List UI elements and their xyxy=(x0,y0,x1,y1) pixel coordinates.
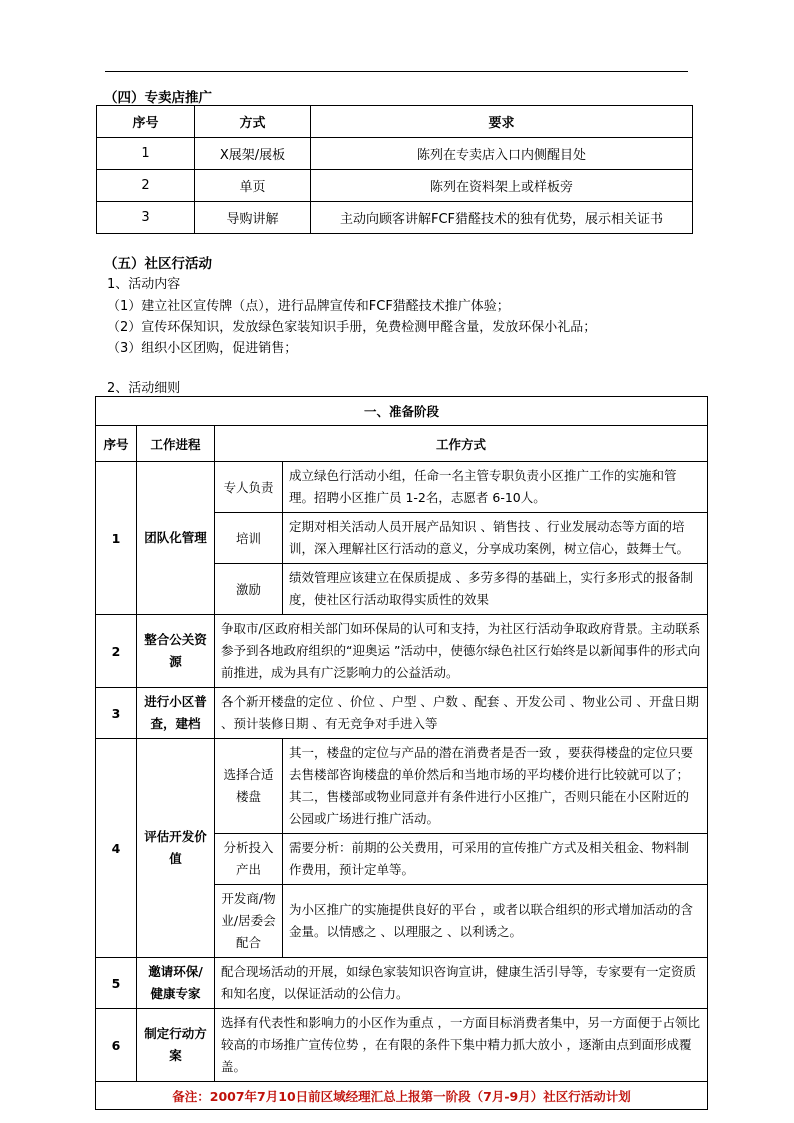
sub-label: 选择合适楼盘 xyxy=(223,767,274,804)
row-req: 陈列在资料架上或样板旁 xyxy=(311,170,693,202)
table-row xyxy=(97,202,693,234)
sub-text-cell xyxy=(283,885,708,958)
process-label: 整合公关资源 xyxy=(144,632,207,669)
sub-label-cell xyxy=(215,739,283,834)
table-header-row xyxy=(96,426,708,462)
row-text: 选择有代表性和影响力的小区作为重点 ，一方面目标消费者集中，另一方面便于占领比较高的市场推广宣传位势 ，在有限的条件下集中精力抓大放小 ，逐渐由点到面形成覆盖。 xyxy=(221,1015,700,1074)
table-row xyxy=(97,170,693,202)
row-text: 配合现场活动的开展，如绿色家装知识咨询宣讲，健康生活引导等，专家要有一定资质和知名度，以保证活动的公信力。 xyxy=(221,964,697,1001)
process-label: 邀请环保/健康专家 xyxy=(148,964,203,1001)
sub-text-cell xyxy=(283,739,708,834)
row-no: 3 xyxy=(97,202,195,234)
list-item: （1）建立社区宣传牌（点），进行品牌宣传和FCF猎醛技术推广体验； xyxy=(107,299,510,314)
sub-text-cell xyxy=(283,462,708,513)
sub-label-cell xyxy=(215,834,283,885)
stage-title: 一、准备阶段 xyxy=(96,397,708,426)
section4-title: （四）专卖店推广 xyxy=(104,90,212,106)
header-process: 工作进程 xyxy=(137,426,215,462)
row-process xyxy=(137,739,215,958)
row-method: X展架/展板 xyxy=(195,138,311,170)
row-process xyxy=(137,1009,215,1082)
row-process xyxy=(137,615,215,688)
sub-text: 为小区推广的实施提供良好的平台 ，或者以联合组织的形式增加活动的含金量。以情感之 、以理服之 、以利诱之。 xyxy=(289,902,693,939)
sub-text-cell xyxy=(283,564,708,615)
row-no: 6 xyxy=(96,1009,137,1082)
row-no: 5 xyxy=(96,958,137,1009)
table-row xyxy=(96,462,708,513)
stage-row xyxy=(96,397,708,426)
row-process xyxy=(137,688,215,739)
row-process xyxy=(137,462,215,615)
sub-text: 绩效管理应该建立在保质提成 、多劳多得的基础上，实行多形式的报备制度，使社区行活动取得实质性的效果 xyxy=(289,570,693,607)
table-row xyxy=(96,615,708,688)
row-process xyxy=(137,958,215,1009)
row-no: 2 xyxy=(96,615,137,688)
row-text-cell xyxy=(215,688,708,739)
row-text-cell xyxy=(215,1009,708,1082)
list-item: （2）宣传环保知识，发放绿色家装知识手册，免费检测甲醛含量，发放环保小礼品； xyxy=(107,320,597,335)
process-label: 进行小区普查，建档 xyxy=(144,694,207,731)
table-row xyxy=(96,688,708,739)
promo-table xyxy=(96,105,693,234)
subheading-content: 1、活动内容 xyxy=(107,277,181,292)
row-method: 导购讲解 xyxy=(195,202,311,234)
plan-table xyxy=(95,396,708,1110)
sub-text: 定期对相关活动人员开展产品知识 、销售技 、行业发展动态等方面的培训，深入理解社区行活动的意义，分享成功案例，树立信心，鼓舞士气。 xyxy=(289,519,690,556)
header-method: 工作方式 xyxy=(215,426,708,462)
process-label: 评估开发价值 xyxy=(144,829,207,866)
row-no: 2 xyxy=(97,170,195,202)
note-row xyxy=(96,1082,708,1110)
list-item: （3）组织小区团购，促进销售； xyxy=(107,341,298,356)
sub-text: 其一，楼盘的定位与产品的潜在消费者是否一致 ，要获得楼盘的定位只要去售楼部咨询楼盘的单价然后和当地市场的平均楼价进行比较就可以了；其二，售楼部或物业同意并有条件进行小区推广，否则只能在小区附近的公园或广场进行推广活动。 xyxy=(289,745,693,826)
sub-label: 分析投入产出 xyxy=(223,840,274,877)
table-row xyxy=(96,739,708,834)
row-text-cell xyxy=(215,958,708,1009)
section5-title: （五）社区行活动 xyxy=(104,256,212,272)
header-no: 序号 xyxy=(97,106,195,138)
row-method: 单页 xyxy=(195,170,311,202)
subheading-details: 2、活动细则 xyxy=(107,381,181,396)
sub-label-cell xyxy=(215,885,283,958)
row-no: 3 xyxy=(96,688,137,739)
process-label: 制定行动方案 xyxy=(144,1026,207,1063)
header-method: 方式 xyxy=(195,106,311,138)
sub-label: 激励 xyxy=(215,564,283,615)
row-no: 1 xyxy=(96,462,137,615)
row-no: 4 xyxy=(96,739,137,958)
table-row xyxy=(96,1009,708,1082)
row-text: 争取市/区政府相关部门如环保局的认可和支持，为社区行活动争取政府背景。主动联系参予到各地政府组织的“迎奥运 ”活动中，使德尔绿色社区行始终是以新闻事件的形式向前推进，成为具有广泛影响力的公益活动。 xyxy=(221,621,701,680)
row-req: 陈列在专卖店入口内侧醒目处 xyxy=(311,138,693,170)
sub-label: 专人负责 xyxy=(215,462,283,513)
header-req: 要求 xyxy=(311,106,693,138)
table-row xyxy=(97,138,693,170)
process-label: 团队化管理 xyxy=(144,530,207,545)
table-header-row xyxy=(97,106,693,138)
plan-note: 备注：2007年7月10日前区域经理汇总上报第一阶段（7月-9月）社区行活动计划 xyxy=(96,1082,708,1110)
sub-text-cell xyxy=(283,834,708,885)
header-rule xyxy=(105,71,688,72)
sub-text: 成立绿色行活动小组，任命一名主管专职负责小区推广工作的实施和管理。招聘小区推广员 1-2名，志愿者 6-10人。 xyxy=(289,468,677,505)
sub-label: 开发商/物业/居委会配合 xyxy=(221,891,276,950)
table-row xyxy=(96,958,708,1009)
sub-text: 需要分析：前期的公关费用，可采用的宣传推广方式及相关租金、物料制作费用，预计定单等。 xyxy=(289,840,690,877)
sub-text-cell xyxy=(283,513,708,564)
row-no: 1 xyxy=(97,138,195,170)
sub-label: 培训 xyxy=(215,513,283,564)
row-req: 主动向顾客讲解FCF猎醛技术的独有优势，展示相关证书 xyxy=(311,202,693,234)
row-text: 各个新开楼盘的定位 、价位 、户型 、户数 、配套 、开发公司 、物业公司 、开盘日期 、预计装修日期 、有无竞争对手进入等 xyxy=(221,694,699,731)
row-text-cell xyxy=(215,615,708,688)
header-no: 序号 xyxy=(96,426,137,462)
